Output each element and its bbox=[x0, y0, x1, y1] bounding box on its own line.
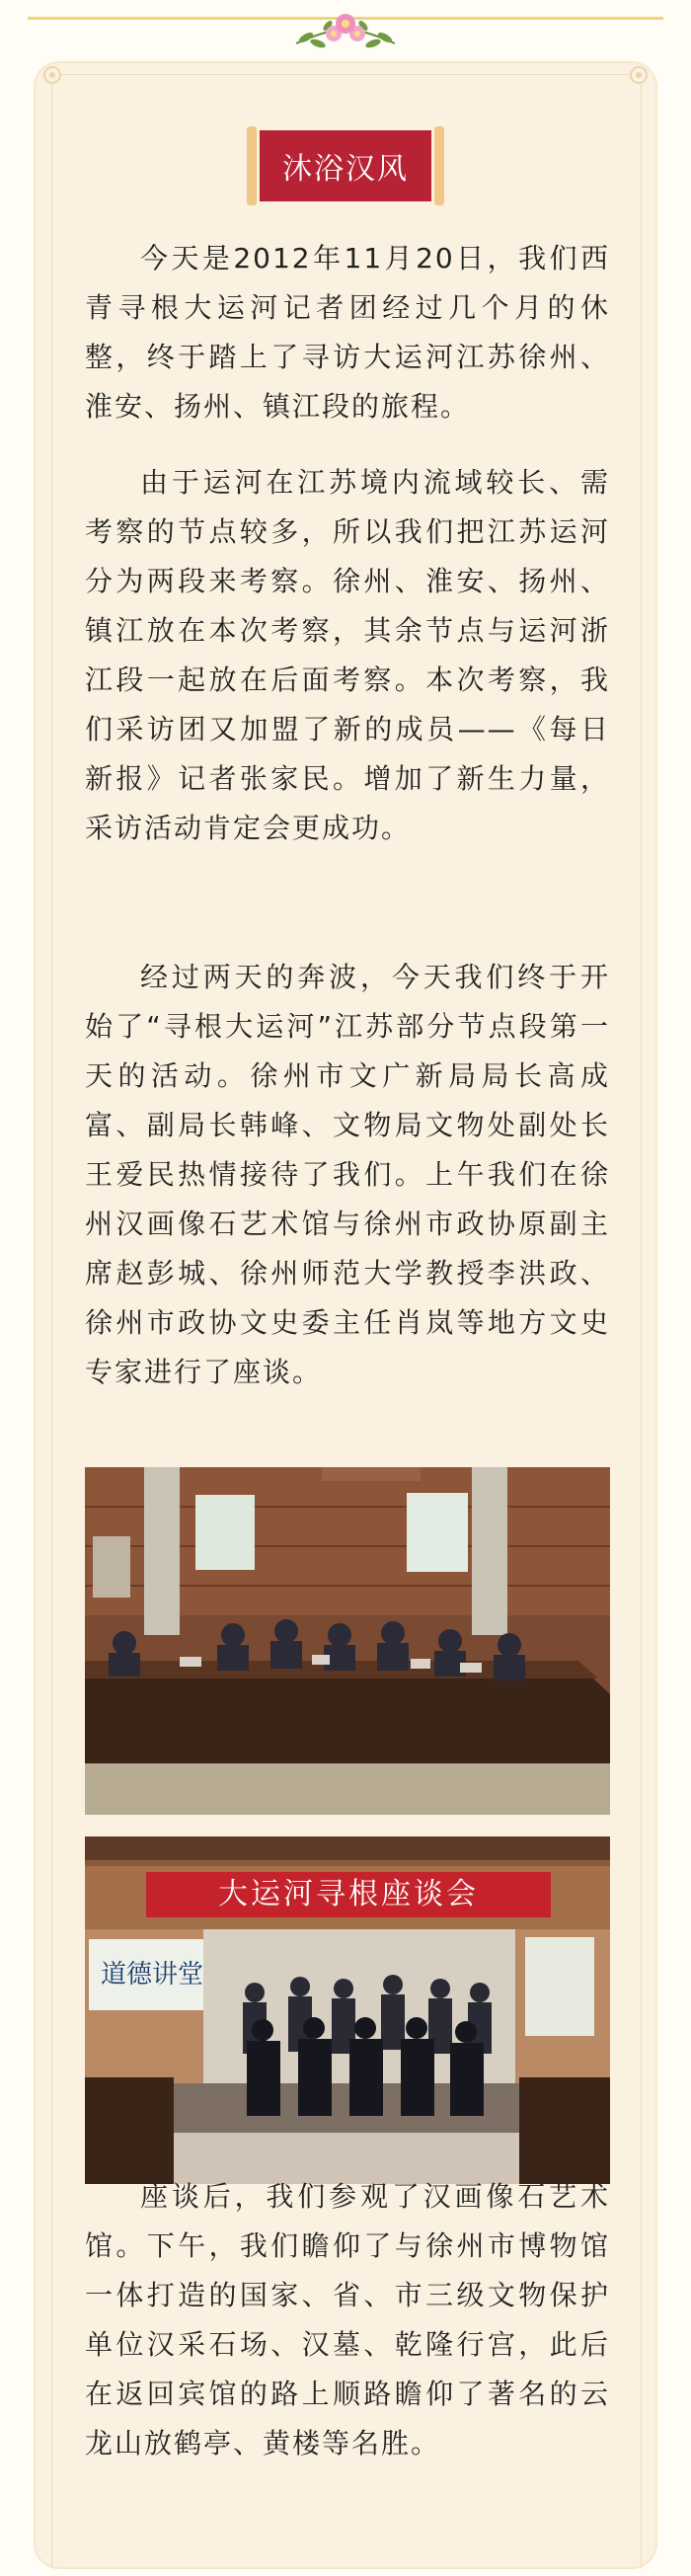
paragraph-afternoon: 座谈后，我们参观了汉画像石艺术馆。下午，我们瞻仰了与徐州市博物馆一体打造的国家、省、市三级文物保护单位汉采石场、汉墓、乾隆行宫，此后在返回宾馆的路上顺路瞻仰了著名的云龙山放鹤亭、黄楼等名胜。 bbox=[85, 2180, 610, 2459]
banner-text: 大运河寻根座谈会 bbox=[218, 1877, 479, 1912]
meeting-photo bbox=[85, 1467, 610, 1815]
paragraph-intro: 今天是2012年11月20日，我们西青寻根大运河记者团经过几个月的休整，终于踏上了寻访大运河江苏徐州、淮安、扬州、镇江段的旅程。 bbox=[85, 242, 610, 423]
paragraph-plan: 由于运河在江苏境内流域较长、需考察的节点较多，所以我们把江苏运河分为两段来考察。徐州、淮安、扬州、镇江放在本次考察，其余节点与运河浙江段一起放在后面考察。本次考察，我们采访团又加盟了新的成员——《每日新报》记者张家民。增加了新生力量，采访活动肯定会更成功。 bbox=[85, 466, 610, 844]
section-title: 沐浴汉风 bbox=[260, 130, 431, 201]
plaque-left-bar bbox=[247, 126, 257, 205]
plaque-right-bar bbox=[434, 126, 444, 205]
wall-sign-text: 道德讲堂 bbox=[101, 1960, 204, 1990]
corner-ornament-icon bbox=[630, 66, 648, 84]
flower-ornament-icon bbox=[288, 4, 403, 57]
group-photo bbox=[85, 1836, 610, 2184]
corner-ornament-icon bbox=[43, 66, 61, 84]
section-title-plaque bbox=[247, 126, 444, 205]
paragraph-activity: 经过两天的奔波，今天我们终于开始了“寻根大运河”江苏部分节点段第一天的活动。徐州市文广新局局长高成富、副局长韩峰、文物局文物处副处长王爱民热情接待了我们。上午我们在徐州汉画像石艺术馆与徐州市政协原副主席赵彭城、徐州师范大学教授李洪政、徐州市政协文史委主任肖岚等地方文史专家进行了座谈。 bbox=[85, 961, 610, 1388]
